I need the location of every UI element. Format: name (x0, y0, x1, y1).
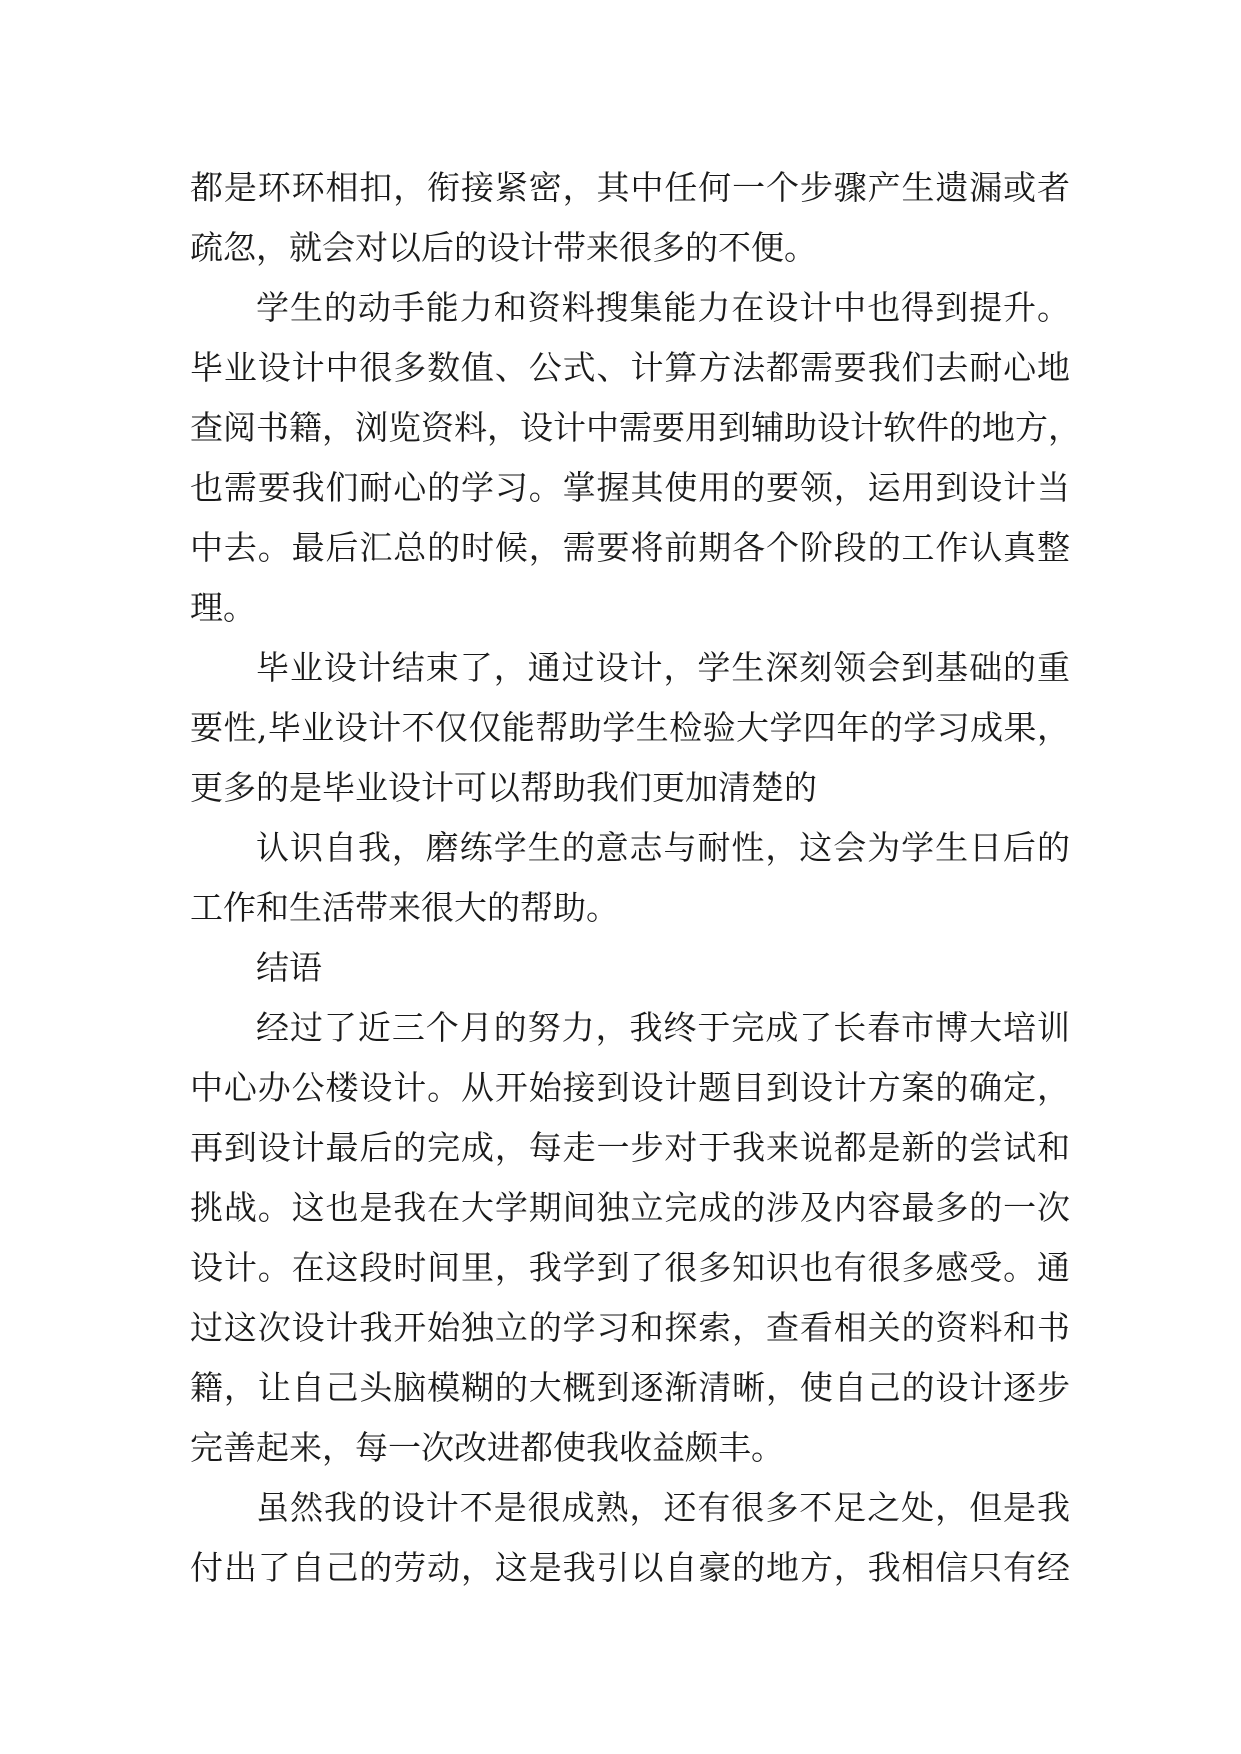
text-line: 认识自我，磨练学生的意志与耐性，这会为学生日后的 (256, 828, 1070, 867)
text-line: 毕业设计结束了，通过设计，学生深刻领会到基础的重 (256, 648, 1070, 687)
text-line: 设计。在这段时间里，我学到了很多知识也有很多感受。通 (190, 1248, 1070, 1287)
text-line: 也需要我们耐心的学习。掌握其使用的要领，运用到设计当 (190, 468, 1070, 507)
text-line: 付出了自己的劳动，这是我引以自豪的地方，我相信只有经 (190, 1548, 1070, 1587)
text-line: 籍，让自己头脑模糊的大概到逐渐清晰，使自己的设计逐步 (190, 1368, 1070, 1407)
text-line: 查阅书籍，浏览资料，设计中需要用到辅助设计软件的地方， (190, 408, 1081, 447)
paragraph-1 (190, 158, 1070, 278)
paragraph-3 (190, 638, 1070, 818)
text-line: 挑战。这也是我在大学期间独立完成的涉及内容最多的一次 (190, 1188, 1070, 1227)
text-line: 学生的动手能力和资料搜集能力在设计中也得到提升。 (256, 288, 1070, 327)
text-line: 过这次设计我开始独立的学习和探索，查看相关的资料和书 (190, 1308, 1070, 1347)
text-line: 中心办公楼设计。从开始接到设计题目到设计方案的确定， (190, 1068, 1070, 1107)
text-line: 疏忽，就会对以后的设计带来很多的不便。 (190, 228, 817, 267)
text-line: 毕业设计中很多数值、公式、计算方法都需要我们去耐心地 (190, 348, 1070, 387)
text-line: 再到设计最后的完成，每走一步对于我来说都是新的尝试和 (190, 1128, 1070, 1167)
paragraph-4 (190, 818, 1070, 938)
paragraph-6 (190, 1478, 1070, 1598)
paragraph-5 (190, 998, 1070, 1478)
paragraph-2 (190, 278, 1081, 638)
text-line: 虽然我的设计不是很成熟，还有很多不足之处，但是我 (256, 1488, 1070, 1527)
text-line: 经过了近三个月的努力，我终于完成了长春市博大培训 (256, 1008, 1070, 1047)
text-line: 都是环环相扣，衔接紧密，其中任何一个步骤产生遗漏或者 (190, 168, 1070, 207)
text-line: 要性,毕业设计不仅仅能帮助学生检验大学四年的学习成果， (190, 708, 1070, 747)
document-body (190, 158, 1081, 1598)
text-line: 工作和生活带来很大的帮助。 (190, 888, 619, 927)
section-heading-conclusion (190, 938, 1070, 998)
section-heading: 结语 (256, 948, 322, 987)
text-line: 理。 (190, 588, 256, 627)
text-line: 更多的是毕业设计可以帮助我们更加清楚的 (190, 768, 817, 807)
text-line: 中去。最后汇总的时候，需要将前期各个阶段的工作认真整 (190, 528, 1070, 567)
text-line: 完善起来，每一次改进都使我收益颇丰。 (190, 1428, 784, 1467)
